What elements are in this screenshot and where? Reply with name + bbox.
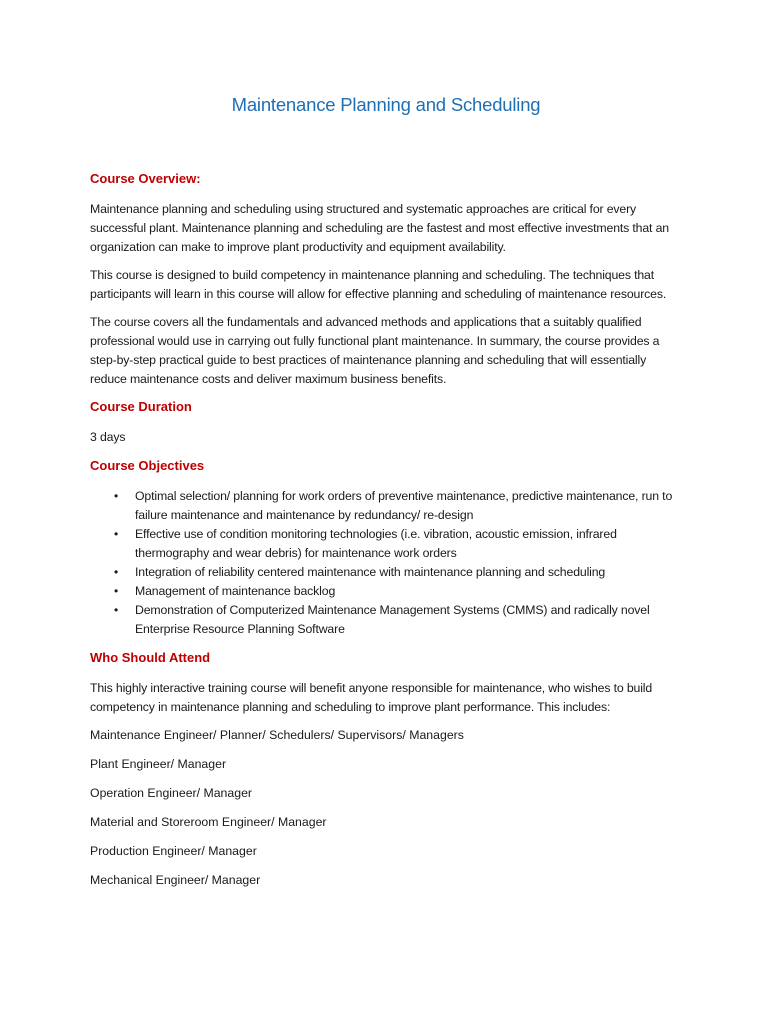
objective-item	[90, 601, 682, 639]
course-objectives-heading: Course Objectives	[90, 458, 205, 473]
attendee-role: Maintenance Engineer/ Planner/ Schedulers/ Supervisors/ Managers	[90, 728, 464, 742]
objective-text: Effective use of condition monitoring technologies (i.e. vibration, acoustic emission, infrared thermography and wear debris) for maintenance work orders	[135, 527, 617, 560]
course-duration-heading: Course Duration	[90, 399, 192, 414]
page-title: Maintenance Planning and Scheduling	[231, 94, 541, 115]
attendee-role: Material and Storeroom Engineer/ Manager	[90, 815, 327, 829]
bullet-icon: •	[114, 489, 119, 503]
objective-text: Integration of reliability centered maintenance with maintenance planning and scheduling	[135, 565, 606, 579]
attendee-role: Production Engineer/ Manager	[90, 844, 257, 858]
objective-text: Optimal selection/ planning for work orders of preventive maintenance, predictive maintenance, run to failure maintenance and maintenance by redundancy/ re-design	[135, 489, 673, 522]
objective-item	[90, 487, 682, 525]
objective-item	[90, 563, 682, 582]
objective-text: Management of maintenance backlog	[135, 584, 336, 598]
objective-text: Demonstration of Computerized Maintenance Management Systems (CMMS) and radically novel Enterprise Resource Planning Software	[135, 603, 650, 636]
overview-paragraph: The course covers all the fundamentals and advanced methods and applications that a suitably qualified professional would use in carrying out fully functional plant maintenance. In summary, the course provides a step-by-step practical guide to best practices of maintenance planning and scheduling that will essentially reduce maintenance costs and deliver maximum business benefits.	[90, 315, 660, 386]
course-overview-heading: Course Overview:	[90, 171, 201, 186]
overview-paragraph: Maintenance planning and scheduling using structured and systematic approaches are critical for every successful plant. Maintenance planning and scheduling are the fastest and most effective investments that an organization can make to improve plant productivity and equipment availability.	[90, 202, 669, 254]
who-should-attend-heading: Who Should Attend	[90, 650, 211, 665]
bullet-icon: •	[114, 527, 119, 541]
objectives-list	[90, 487, 682, 639]
attendee-role: Mechanical Engineer/ Manager	[90, 873, 261, 887]
objective-item	[90, 582, 682, 601]
bullet-icon: •	[114, 603, 119, 617]
attendee-role: Operation Engineer/ Manager	[90, 786, 253, 800]
overview-paragraph: This course is designed to build competency in maintenance planning and scheduling. The techniques that participants will learn in this course will allow for effective planning and scheduling of maintenance resources.	[90, 268, 667, 301]
bullet-icon: •	[114, 584, 119, 598]
bullet-icon: •	[114, 565, 119, 579]
attend-intro: This highly interactive training course will benefit anyone responsible for maintenance, who wishes to build competency in maintenance planning and scheduling to improve plant performance. This includes:	[90, 681, 653, 714]
attendee-role: Plant Engineer/ Manager	[90, 757, 227, 771]
course-duration-value: 3 days	[90, 430, 126, 444]
objective-item	[90, 525, 682, 563]
